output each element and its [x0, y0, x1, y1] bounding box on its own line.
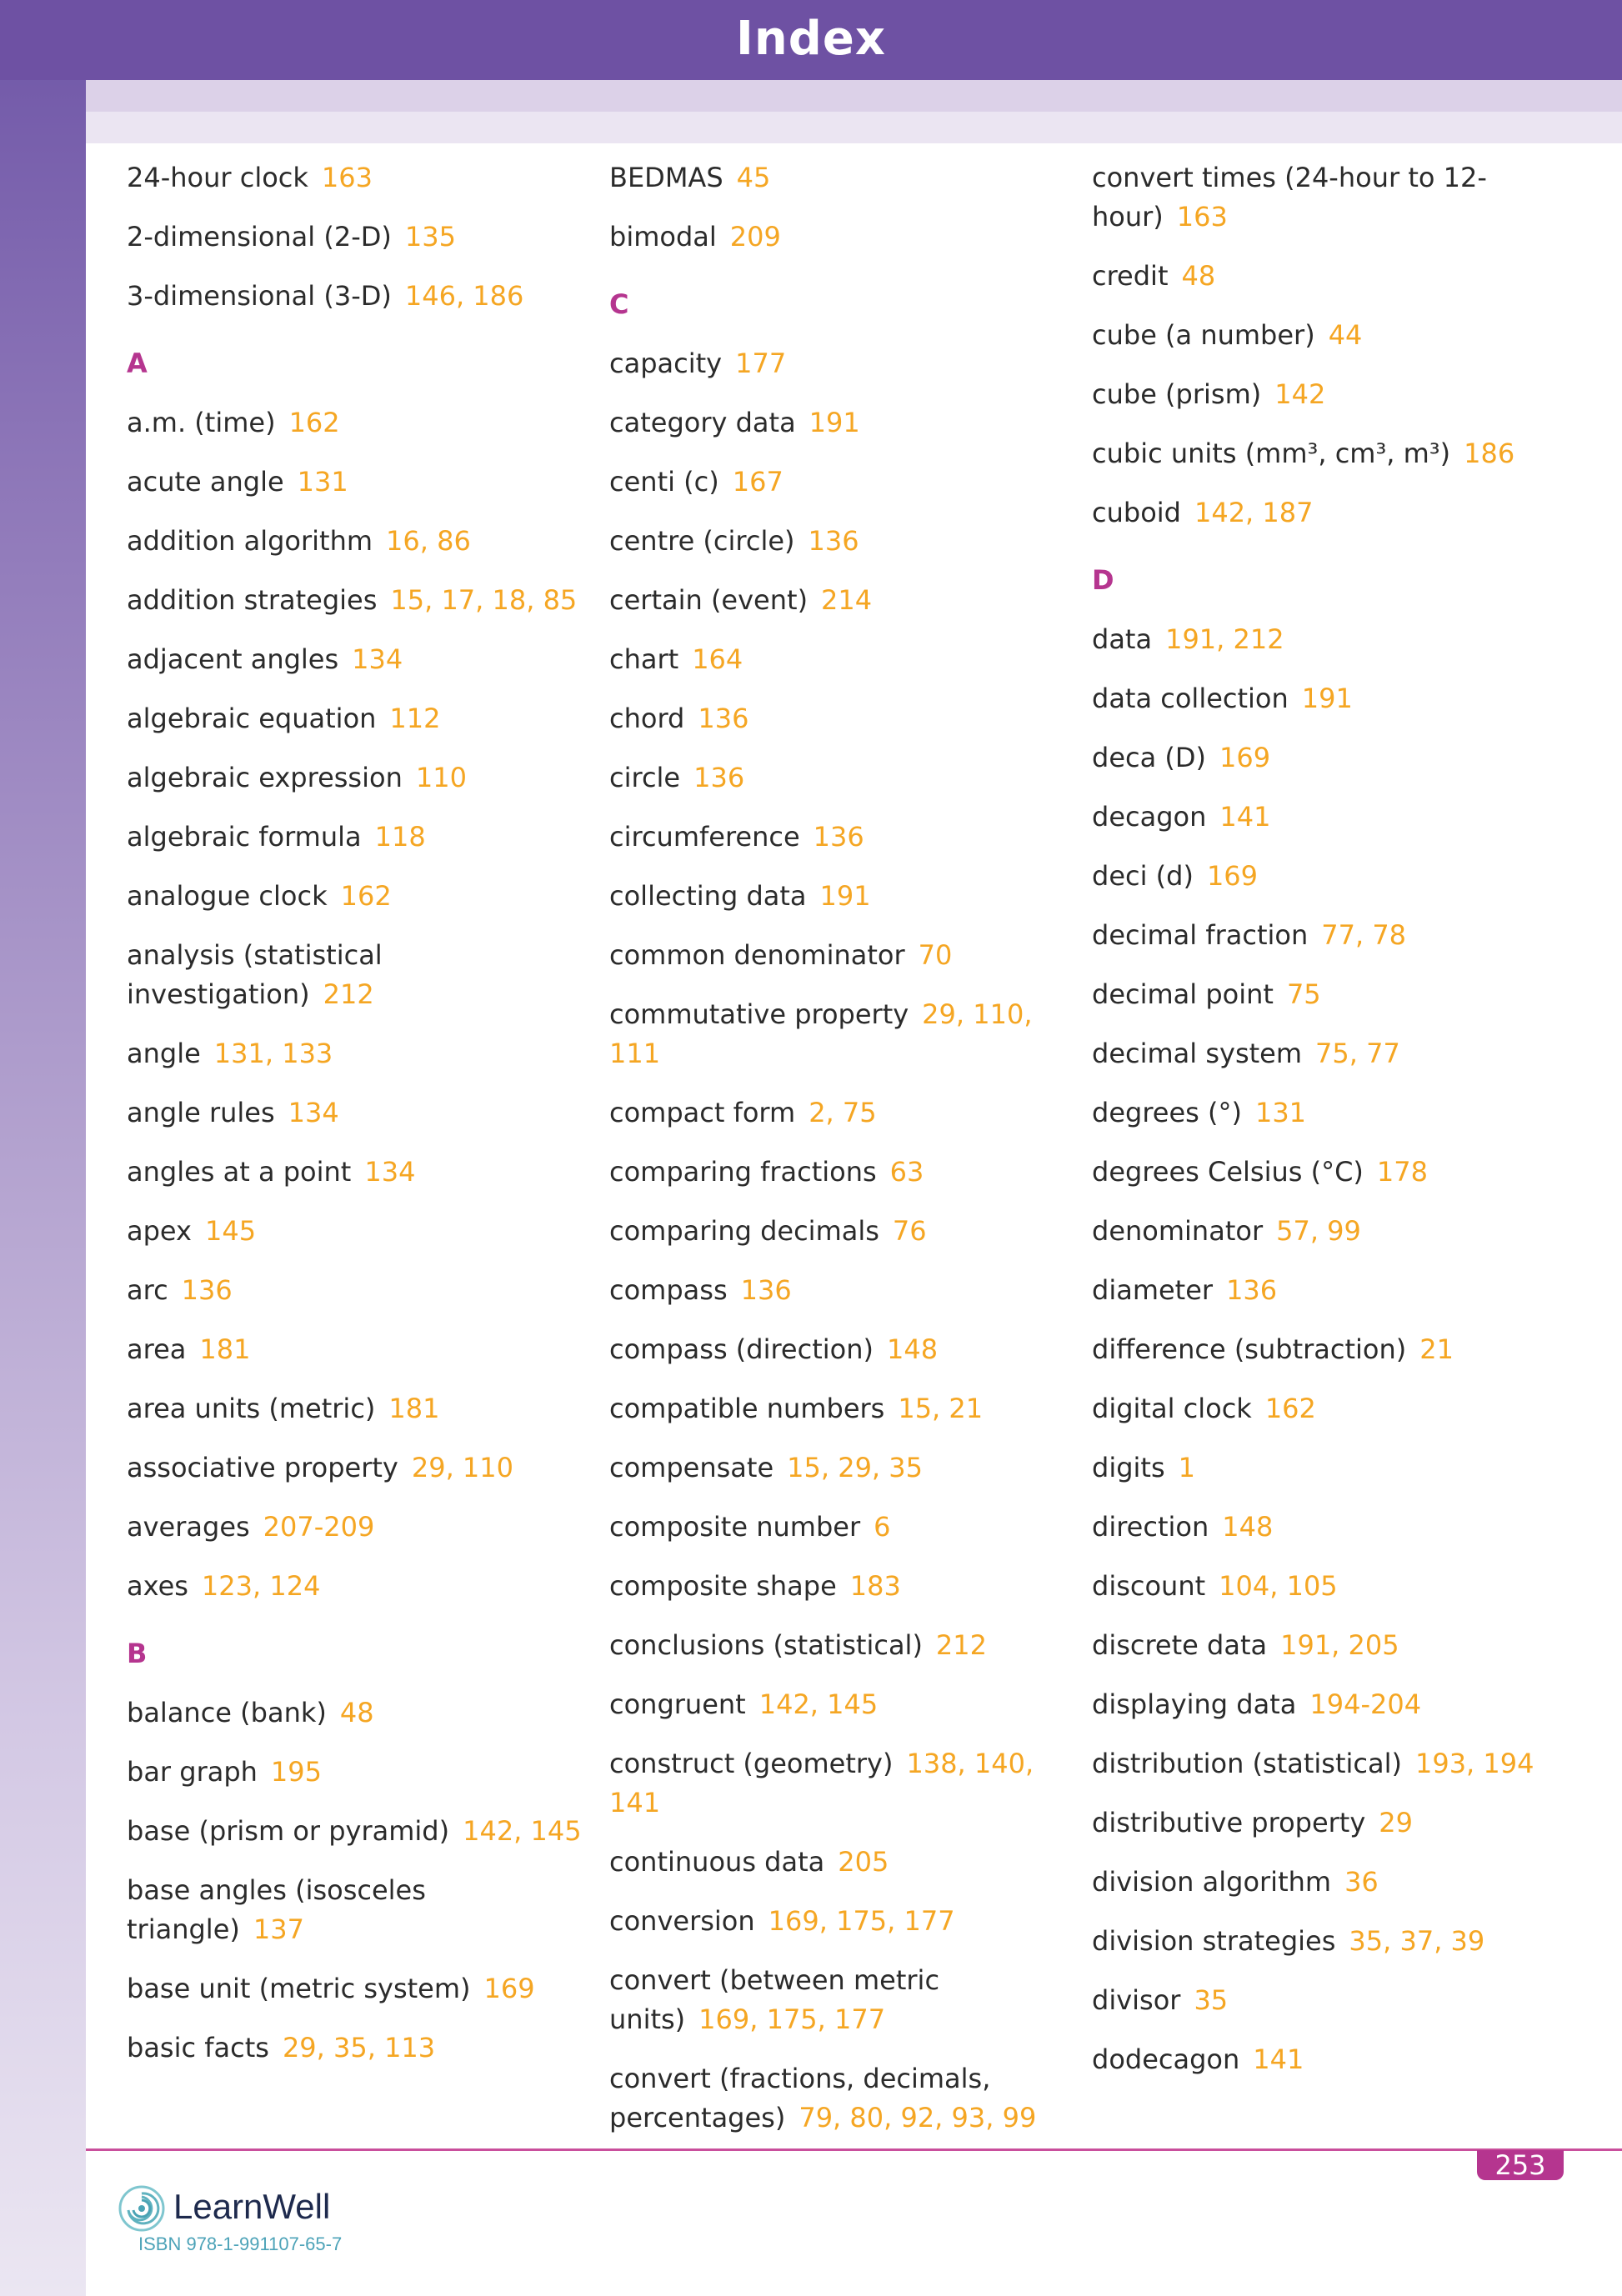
index-page-refs: 134	[364, 1156, 416, 1188]
index-term: cube (a number)	[1092, 319, 1315, 351]
index-entry	[1092, 975, 1559, 1014]
index-entry	[609, 1961, 1076, 2039]
index-page-refs: 191	[819, 880, 871, 912]
index-page-refs: 16, 86	[386, 525, 471, 557]
index-term: comparing decimals	[609, 1215, 879, 1247]
index-entry	[127, 936, 593, 1014]
index-page-refs: 137	[253, 1913, 304, 1945]
index-entry	[127, 877, 593, 916]
index-page-refs: 118	[374, 821, 426, 853]
index-page-refs: 70	[918, 939, 953, 971]
index-term: decimal system	[1092, 1038, 1303, 1069]
index-page-refs: 214	[821, 584, 873, 616]
page-number-badge: 253	[1477, 2150, 1564, 2180]
index-entry	[127, 463, 593, 502]
index-page-refs: 131	[297, 466, 348, 498]
index-term: arc	[127, 1274, 168, 1306]
index-entry	[127, 1567, 593, 1606]
index-term: angle rules	[127, 1097, 275, 1128]
index-page-refs: 212	[935, 1629, 987, 1661]
index-page-refs: 141	[1253, 2043, 1304, 2075]
index-letter-heading: D	[1092, 564, 1114, 596]
index-term: comparing fractions	[609, 1156, 877, 1188]
page-title: Index	[736, 12, 886, 66]
index-entry	[1092, 1685, 1559, 1724]
index-term: certain (event)	[609, 584, 808, 616]
index-entry	[1092, 1389, 1559, 1428]
index-term: divisor	[1092, 1984, 1181, 2016]
index-page-refs: 167	[732, 466, 783, 498]
index-entry	[1092, 493, 1559, 533]
index-term: apex	[127, 1215, 192, 1247]
index-page-refs: 44	[1328, 319, 1363, 351]
index-entry	[1092, 1448, 1559, 1488]
index-entry	[127, 1812, 593, 1851]
index-page-refs: 136	[740, 1274, 792, 1306]
index-page-refs: 134	[352, 643, 403, 675]
index-page-refs: 146, 186	[404, 280, 524, 312]
swirl-logo-icon	[118, 2185, 165, 2232]
index-entry	[127, 1093, 593, 1133]
index-page-refs: 141	[1219, 801, 1271, 833]
index-entry	[1092, 1981, 1559, 2020]
index-page-refs: 21	[1419, 1333, 1454, 1365]
index-term: direction	[1092, 1511, 1209, 1543]
index-entry	[1092, 1271, 1559, 1310]
index-column-1	[127, 158, 593, 2088]
index-page-refs: 57, 99	[1276, 1215, 1361, 1247]
index-page-refs: 142, 145	[463, 1815, 582, 1847]
index-term: 2-dimensional (2-D)	[127, 221, 392, 253]
index-term: chord	[609, 703, 685, 734]
index-term: 3-dimensional (3-D)	[127, 280, 392, 312]
index-entry	[1092, 620, 1559, 659]
index-page-refs: 15, 21	[898, 1393, 984, 1424]
index-entry	[609, 1330, 1076, 1369]
index-page-refs: 164	[692, 643, 743, 675]
index-page-refs: 76	[892, 1215, 927, 1247]
index-page-refs: 145	[204, 1215, 257, 1247]
index-term: 24-hour clock	[127, 162, 308, 193]
index-page-refs: 209	[729, 221, 781, 253]
index-term: bimodal	[609, 221, 717, 253]
index-page-refs: 36	[1344, 1866, 1379, 1898]
index-entry	[609, 1271, 1076, 1310]
index-page-refs: 75	[1286, 978, 1321, 1010]
index-entry	[609, 1153, 1076, 1192]
index-page-refs: 136	[1226, 1274, 1278, 1306]
index-entry	[127, 1871, 593, 1949]
index-entry	[1092, 798, 1559, 837]
index-term: composite number	[609, 1511, 861, 1543]
index-term: chart	[609, 643, 679, 675]
index-entry	[127, 699, 593, 738]
index-entry	[1092, 316, 1559, 355]
index-page-refs: 162	[340, 880, 392, 912]
index-entry	[127, 218, 593, 257]
index-term: credit	[1092, 260, 1169, 292]
index-term: centre (circle)	[609, 525, 795, 557]
index-term: convert (between metric units)	[609, 1964, 940, 2035]
index-term: BEDMAS	[609, 162, 723, 193]
index-term: dodecagon	[1092, 2043, 1240, 2075]
index-term: degrees (°)	[1092, 1097, 1242, 1128]
index-term: base unit (metric system)	[127, 1973, 471, 2004]
index-entry	[1092, 1803, 1559, 1843]
index-page-refs: 1	[1178, 1452, 1195, 1483]
left-gradient-bar	[0, 0, 86, 2296]
index-term: continuous data	[609, 1846, 825, 1878]
index-page-refs: 29, 110, 111	[609, 998, 1033, 1069]
index-term: distribution (statistical)	[1092, 1748, 1402, 1779]
index-entry	[609, 699, 1076, 738]
index-page-refs: 110	[415, 762, 467, 793]
index-page-refs: 131	[1254, 1097, 1307, 1128]
index-page-refs: 148	[886, 1333, 939, 1365]
index-entry	[1092, 1863, 1559, 1902]
index-entry	[127, 277, 593, 316]
index-term: decimal point	[1092, 978, 1274, 1010]
index-letter-heading: C	[609, 288, 629, 320]
index-page-refs: 142, 145	[758, 1688, 879, 1720]
index-page-refs: 191, 205	[1280, 1629, 1399, 1661]
index-entry	[1092, 679, 1559, 718]
index-entry	[1092, 1744, 1559, 1783]
index-page-refs: 169	[1219, 742, 1271, 773]
index-entry	[609, 158, 1076, 198]
index-entry	[127, 1271, 593, 1310]
index-entry	[609, 218, 1076, 257]
index-page-refs: 35, 37, 39	[1349, 1925, 1485, 1957]
index-term: conclusions (statistical)	[609, 1629, 923, 1661]
index-entry	[1092, 1034, 1559, 1073]
index-term: angles at a point	[127, 1156, 352, 1188]
index-entry	[609, 818, 1076, 857]
index-entry	[127, 1448, 593, 1488]
index-term: compact form	[609, 1097, 796, 1128]
index-term: compass	[609, 1274, 728, 1306]
index-page-refs: 104, 105	[1219, 1570, 1338, 1602]
index-page-refs: 29, 110	[411, 1452, 513, 1483]
index-term: compatible numbers	[609, 1393, 885, 1424]
index-term: division strategies	[1092, 1925, 1336, 1957]
index-entry	[1092, 375, 1559, 414]
index-page-refs: 194-204	[1309, 1688, 1422, 1720]
index-page-refs: 75, 77	[1315, 1038, 1400, 1069]
index-term: convert times (24-hour to 12-hour)	[1092, 162, 1487, 233]
index-term: deca (D)	[1092, 742, 1206, 773]
index-entry	[127, 1389, 593, 1428]
index-entry	[609, 877, 1076, 916]
index-entry	[609, 403, 1076, 443]
index-page-refs: 169	[483, 1973, 535, 2004]
index-page-refs: 181	[199, 1333, 251, 1365]
index-term: division algorithm	[1092, 1866, 1332, 1898]
index-term: data	[1092, 623, 1153, 655]
index-entry	[609, 1843, 1076, 1882]
index-entry	[609, 1448, 1076, 1488]
index-term: deci (d)	[1092, 860, 1194, 892]
index-entry	[127, 158, 593, 198]
index-page-refs: 29, 35, 113	[282, 2032, 436, 2063]
index-term: analogue clock	[127, 880, 328, 912]
index-page-refs: 136	[698, 703, 749, 734]
index-term: convert (fractions, decimals, percentages)	[609, 2063, 991, 2133]
index-entry	[1092, 1153, 1559, 1192]
index-term: compensate	[609, 1452, 774, 1483]
learnwell-logo	[118, 2182, 368, 2240]
index-page-refs: 183	[849, 1570, 901, 1602]
index-term: congruent	[609, 1688, 746, 1720]
index-letter-heading: B	[127, 1638, 148, 1669]
index-page-refs: 148	[1222, 1511, 1274, 1543]
index-entry	[609, 936, 1076, 975]
index-page-refs: 162	[288, 407, 340, 438]
index-entry	[609, 1744, 1076, 1823]
index-term: distributive property	[1092, 1807, 1366, 1838]
index-entry	[1092, 2040, 1559, 2079]
index-term: acute angle	[127, 466, 284, 498]
index-entry	[127, 1330, 593, 1369]
index-entry	[609, 1626, 1076, 1665]
index-page-refs: 195	[270, 1756, 322, 1788]
index-term: difference (subtraction)	[1092, 1333, 1407, 1365]
index-entry	[1092, 1330, 1559, 1369]
index-term: common denominator	[609, 939, 905, 971]
index-entry	[1092, 1567, 1559, 1606]
index-term: decimal fraction	[1092, 919, 1309, 951]
index-page-refs: 79, 80, 92, 93, 99	[798, 2102, 1037, 2133]
index-page-refs: 131, 133	[213, 1038, 333, 1069]
index-page-refs: 178	[1376, 1156, 1428, 1188]
index-term: category data	[609, 407, 796, 438]
index-term: associative property	[127, 1452, 398, 1483]
index-entry	[127, 522, 593, 561]
index-entry	[1092, 158, 1559, 237]
index-entry	[127, 1753, 593, 1792]
index-term: angle	[127, 1038, 201, 1069]
index-entry	[609, 1685, 1076, 1724]
index-term: a.m. (time)	[127, 407, 276, 438]
index-entry	[1092, 434, 1559, 473]
index-column-2	[609, 158, 1076, 2158]
index-page-refs: 163	[1176, 201, 1228, 233]
index-page-refs: 15, 29, 35	[787, 1452, 923, 1483]
index-page-refs: 205	[838, 1846, 889, 1878]
index-page-refs: 138, 140, 141	[609, 1748, 1034, 1818]
index-entry	[1092, 1508, 1559, 1547]
index-entry	[609, 758, 1076, 798]
index-entry	[609, 1902, 1076, 1941]
index-entry	[1092, 1093, 1559, 1133]
index-term: balance (bank)	[127, 1697, 327, 1728]
index-term: digital clock	[1092, 1393, 1252, 1424]
index-term: cubic units (mm³, cm³, m³)	[1092, 438, 1451, 469]
index-page-refs: 193, 194	[1414, 1748, 1534, 1779]
index-term: area	[127, 1333, 187, 1365]
index-entry	[127, 1969, 593, 2008]
index-entry	[609, 522, 1076, 561]
index-term: algebraic equation	[127, 703, 377, 734]
index-page-refs: 112	[389, 703, 441, 734]
index-entry	[127, 1212, 593, 1251]
index-term: commutative property	[609, 998, 909, 1030]
index-page-refs: 48	[1181, 260, 1216, 292]
index-page-refs: 207-209	[263, 1511, 375, 1543]
index-entry	[609, 463, 1076, 502]
index-term: addition algorithm	[127, 525, 373, 557]
index-entry	[127, 1153, 593, 1192]
index-entry	[609, 1508, 1076, 1547]
index-term: conversion	[609, 1905, 755, 1937]
index-term: centi (c)	[609, 466, 719, 498]
index-entry	[127, 1034, 593, 1073]
index-page-refs: 134	[288, 1097, 339, 1128]
index-term: construct (geometry)	[609, 1748, 894, 1779]
index-entry	[127, 640, 593, 679]
index-page-refs: 6	[874, 1511, 891, 1543]
index-entry	[1092, 857, 1559, 896]
index-entry	[609, 1212, 1076, 1251]
index-term: displaying data	[1092, 1688, 1297, 1720]
index-entry	[1092, 1922, 1559, 1961]
index-page-refs: 163	[321, 162, 373, 193]
index-entry	[609, 995, 1076, 1073]
index-page-refs: 29	[1379, 1807, 1413, 1838]
index-term: adjacent angles	[127, 643, 339, 675]
index-entry	[609, 640, 1076, 679]
header-subband-top	[86, 80, 1622, 112]
index-term: degrees Celsius (°C)	[1092, 1156, 1364, 1188]
index-page-refs: 191, 212	[1165, 623, 1284, 655]
index-term: circumference	[609, 821, 800, 853]
index-entry	[609, 1567, 1076, 1606]
header-subband-bottom	[86, 112, 1622, 143]
index-page-refs: 142	[1274, 378, 1326, 410]
index-term: basic facts	[127, 2032, 269, 2063]
index-page-refs: 123, 124	[201, 1570, 321, 1602]
index-entry	[127, 403, 593, 443]
index-entry	[609, 1389, 1076, 1428]
index-letter-heading: A	[127, 348, 148, 379]
index-entry	[609, 581, 1076, 620]
index-page-refs: 136	[813, 821, 864, 853]
index-page-refs: 35	[1194, 1984, 1229, 2016]
index-page-refs: 162	[1264, 1393, 1316, 1424]
index-term: base angles (isosceles triangle)	[127, 1874, 426, 1945]
index-term: algebraic formula	[127, 821, 362, 853]
isbn-text: ISBN 978-1-991107-65-7	[138, 2233, 343, 2254]
index-term: analysis (statistical investigation)	[127, 939, 383, 1010]
index-page-refs: 77, 78	[1321, 919, 1407, 951]
index-term: base (prism or pyramid)	[127, 1815, 450, 1847]
index-page-refs: 136	[693, 762, 745, 793]
index-term: cuboid	[1092, 497, 1181, 528]
index-page-refs: 191	[808, 407, 860, 438]
index-page-refs: 45	[736, 162, 771, 193]
index-entry	[127, 818, 593, 857]
index-term: bar graph	[127, 1756, 258, 1788]
index-page-refs: 142, 187	[1194, 497, 1314, 528]
index-page-refs: 169, 175, 177	[698, 2003, 886, 2035]
index-term: area units (metric)	[127, 1393, 376, 1424]
index-term: compass (direction)	[609, 1333, 874, 1365]
index-term: composite shape	[609, 1570, 837, 1602]
index-page-refs: 169	[1206, 860, 1259, 892]
index-term: discount	[1092, 1570, 1206, 1602]
index-page-refs: 191	[1301, 683, 1353, 714]
index-term: collecting data	[609, 880, 807, 912]
index-entry	[127, 1693, 593, 1733]
index-entry	[127, 581, 593, 620]
index-page-refs: 63	[889, 1156, 924, 1188]
index-term: addition strategies	[127, 584, 378, 616]
index-term: digits	[1092, 1452, 1165, 1483]
index-term: decagon	[1092, 801, 1207, 833]
index-term: denominator	[1092, 1215, 1264, 1247]
footer-divider	[86, 2148, 1622, 2151]
index-term: averages	[127, 1511, 250, 1543]
index-entry	[1092, 257, 1559, 296]
index-entry	[127, 758, 593, 798]
index-term: cube (prism)	[1092, 378, 1262, 410]
index-page-refs: 212	[323, 978, 374, 1010]
index-term: circle	[609, 762, 681, 793]
index-entry	[609, 1093, 1076, 1133]
index-page-refs: 48	[339, 1697, 374, 1728]
index-entry	[127, 2028, 593, 2068]
brand-name: LearnWell	[173, 2187, 331, 2226]
index-entry	[127, 1508, 593, 1547]
index-entry	[609, 2059, 1076, 2138]
index-column-3	[1092, 158, 1559, 2099]
index-page-refs: 177	[735, 348, 787, 379]
index-page-refs: 136	[181, 1274, 233, 1306]
index-term: diameter	[1092, 1274, 1214, 1306]
index-term: data collection	[1092, 683, 1289, 714]
index-entry	[1092, 738, 1559, 778]
index-entry	[1092, 916, 1559, 955]
index-page-refs: 2, 75	[808, 1097, 877, 1128]
index-page-refs: 186	[1464, 438, 1515, 469]
index-term: axes	[127, 1570, 188, 1602]
index-term: algebraic expression	[127, 762, 403, 793]
index-page-refs: 135	[404, 221, 456, 253]
index-entry	[609, 344, 1076, 383]
index-page-refs: 181	[388, 1393, 440, 1424]
index-term: discrete data	[1092, 1629, 1268, 1661]
index-entry	[1092, 1626, 1559, 1665]
index-page-refs: 169, 175, 177	[768, 1905, 955, 1937]
index-page-refs: 136	[808, 525, 859, 557]
index-page-refs: 15, 17, 18, 85	[390, 584, 578, 616]
index-entry	[1092, 1212, 1559, 1251]
index-term: capacity	[609, 348, 723, 379]
